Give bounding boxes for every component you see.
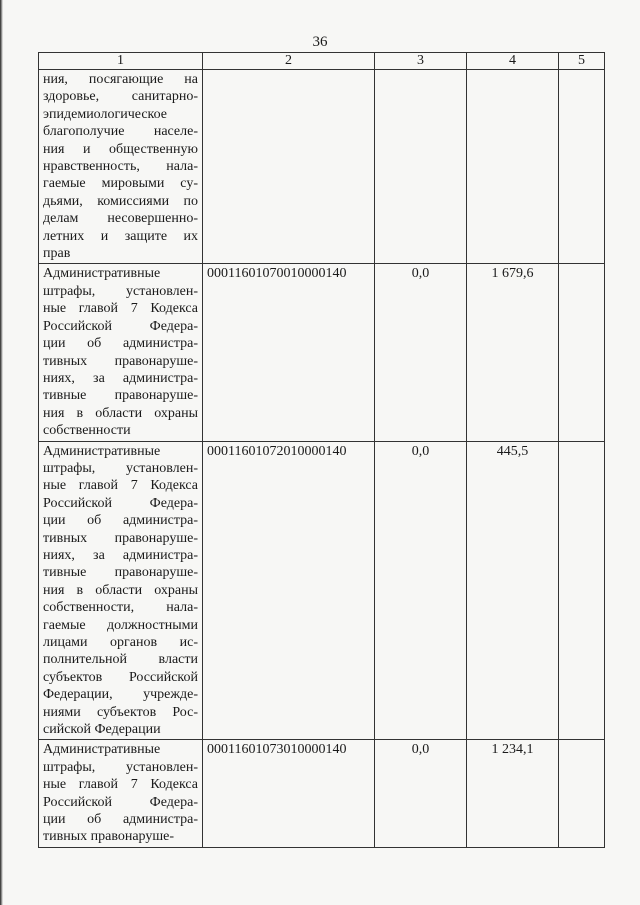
description-line: собственности, нала- — [43, 600, 198, 616]
value-col4: 445,5 — [467, 441, 559, 740]
description-line: ниях, за администра- — [43, 370, 198, 386]
value-col5 — [559, 441, 605, 740]
description-line: Административные — [43, 443, 161, 459]
description-line: ции об администра- — [43, 336, 198, 352]
table-row — [39, 264, 605, 441]
column-header-5: 5 — [559, 53, 605, 70]
description-line: тивных правонаруше- — [43, 829, 175, 845]
description-line: гаемые мировыми су- — [43, 176, 198, 192]
row-description — [39, 441, 203, 740]
description-line: дьями, комиссиями по — [43, 193, 198, 209]
description-line: гаемые должностными — [43, 617, 198, 633]
description-line: тивные правонаруше- — [43, 565, 198, 581]
value-col3: 0,0 — [375, 264, 467, 441]
description-line: Российской Федера- — [43, 318, 198, 334]
value-col4: 1 679,6 — [467, 264, 559, 441]
description-line: штрафы, установлен- — [43, 460, 198, 476]
column-header-1: 1 — [39, 53, 203, 70]
header-row — [39, 53, 605, 70]
value-col5 — [559, 70, 605, 264]
description-line: тивных правонаруше- — [43, 530, 198, 546]
description-line: ные главой 7 Кодекса — [43, 777, 198, 793]
description-line: собственности — [43, 423, 131, 439]
description-line: здоровье, санитарно- — [43, 89, 198, 105]
description-line: штрафы, установлен- — [43, 283, 198, 299]
description-line: тивных правонаруше- — [43, 353, 198, 369]
description-line: ниями субъектов Рос- — [43, 704, 198, 720]
description-line: Российской Федера- — [43, 495, 198, 511]
value-col5 — [559, 740, 605, 847]
budget-code: 00011601073010000140 — [203, 740, 375, 847]
table-row — [39, 441, 605, 740]
page-number: 36 — [312, 34, 328, 50]
description-line: летних и защите их — [43, 228, 198, 244]
description-line: ния в области охраны — [43, 582, 198, 598]
description-line: ные главой 7 Кодекса — [43, 301, 198, 317]
budget-table — [38, 52, 605, 848]
description-line: полнительной власти — [43, 652, 198, 668]
description-line: нравственность, нала- — [43, 159, 198, 175]
value-col3: 0,0 — [375, 441, 467, 740]
column-header-4: 4 — [467, 53, 559, 70]
description-line: штрафы, установлен- — [43, 759, 198, 775]
budget-code: 00011601070010000140 — [203, 264, 375, 441]
description-line: Федерации, учрежде- — [43, 687, 198, 703]
budget-code — [203, 70, 375, 264]
description-line: делам несовершенно- — [43, 211, 198, 227]
value-col3: 0,0 — [375, 740, 467, 847]
description-line: ции об администра- — [43, 812, 198, 828]
value-col4 — [467, 70, 559, 264]
row-description — [39, 264, 203, 441]
row-description — [39, 740, 203, 847]
description-line: субъектов Российской — [43, 669, 198, 685]
description-line: эпидемиологическое — [43, 106, 168, 122]
value-col4: 1 234,1 — [467, 740, 559, 847]
column-header-3: 3 — [375, 53, 467, 70]
description-line: ния, посягающие на — [43, 72, 198, 87]
budget-code: 00011601072010000140 — [203, 441, 375, 740]
description-line: ции об администра- — [43, 513, 198, 529]
description-line: Российской Федера- — [43, 794, 198, 810]
value-col5 — [559, 264, 605, 441]
table-row — [39, 70, 605, 264]
table-row — [39, 740, 605, 847]
description-line: ния в области охраны — [43, 405, 198, 421]
description-line: прав — [43, 246, 71, 262]
description-line: благополучие населе- — [43, 124, 198, 140]
description-line: сийской Федерации — [43, 722, 161, 738]
description-line: ные главой 7 Кодекса — [43, 478, 198, 494]
description-line: Административные — [43, 266, 161, 282]
row-description — [39, 70, 203, 264]
description-line: ния и общественную — [43, 141, 198, 157]
scan-edge — [0, 0, 3, 905]
description-line: Административные — [43, 742, 161, 758]
description-line: лицами органов ис- — [43, 635, 198, 650]
column-header-2: 2 — [203, 53, 375, 70]
description-line: тивные правонаруше- — [43, 388, 198, 404]
description-line: ниях, за администра- — [43, 547, 198, 563]
value-col3 — [375, 70, 467, 264]
